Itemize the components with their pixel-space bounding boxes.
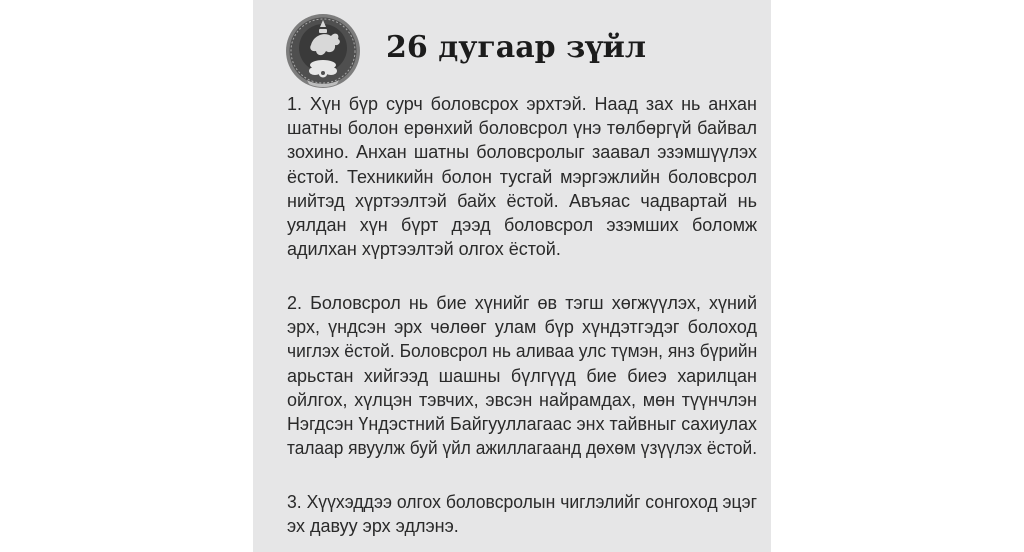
text-line: уялдан хүн бүрт дээд боловсрол эзэмших боломж [287, 214, 757, 235]
article-paragraph-3 [287, 490, 757, 538]
text-line: арьстан хийгээд шашны бүлгүүд бие биеэ харилцан [287, 365, 757, 386]
text-line: адилхан хүртээлтэй олгох ёстой. [287, 239, 561, 260]
article-body [287, 92, 758, 537]
text-line: ойлгох, хүлцэн тэвчих, эвсэн найрамдах, мөн түүнчлэн [287, 389, 757, 410]
text-line: 3. Хүүхэддээ олгох боловсролын чиглэлийг сонгоход эцэг [287, 492, 757, 512]
article-title: 26 дугаар зүйл [386, 30, 647, 65]
text-line: эрх, үндсэн эрх чөлөөг улам бүр хүндэтгэдэг болоход [287, 317, 757, 338]
text-line: Нэгдсэн Үндэстний Байгууллагаас энх тайвныг сахиулах [287, 413, 757, 434]
text-line: чиглэх ёстой. Боловсрол нь аливаа улс түмэн, янз бүрийн [287, 341, 758, 362]
article-paragraph-1 [287, 92, 757, 261]
text-line: талаар явуулж буй үйл ажиллагаанд дөхөм үзүүлэх ёстой. [287, 438, 757, 459]
mongolia-state-emblem-icon [284, 12, 362, 90]
article-paragraph-2 [287, 291, 757, 460]
text-line: зохино. Анхан шатны боловсролыг заавал эзэмшүүлэх [287, 142, 757, 163]
text-line: эх давуу эрх эдлэнэ. [287, 516, 459, 537]
text-line: нийтэд хүртээлтэй байх ёстой. Авъяас чадвартай нь [287, 190, 757, 211]
text-line: шатны болон ерөнхий боловсрол үнэ төлбөргүй байвал [287, 118, 757, 139]
text-line: 1. Хүн бүр сурч боловсрох эрхтэй. Наад зах нь анхан [287, 94, 757, 114]
text-line: ёстой. Техникийн болон тусгай мэргэжлийн боловсрол [287, 166, 757, 187]
text-line: 2. Боловсрол нь бие хүнийг өв тэгш хөгжүүлэх, хүний [287, 293, 757, 313]
